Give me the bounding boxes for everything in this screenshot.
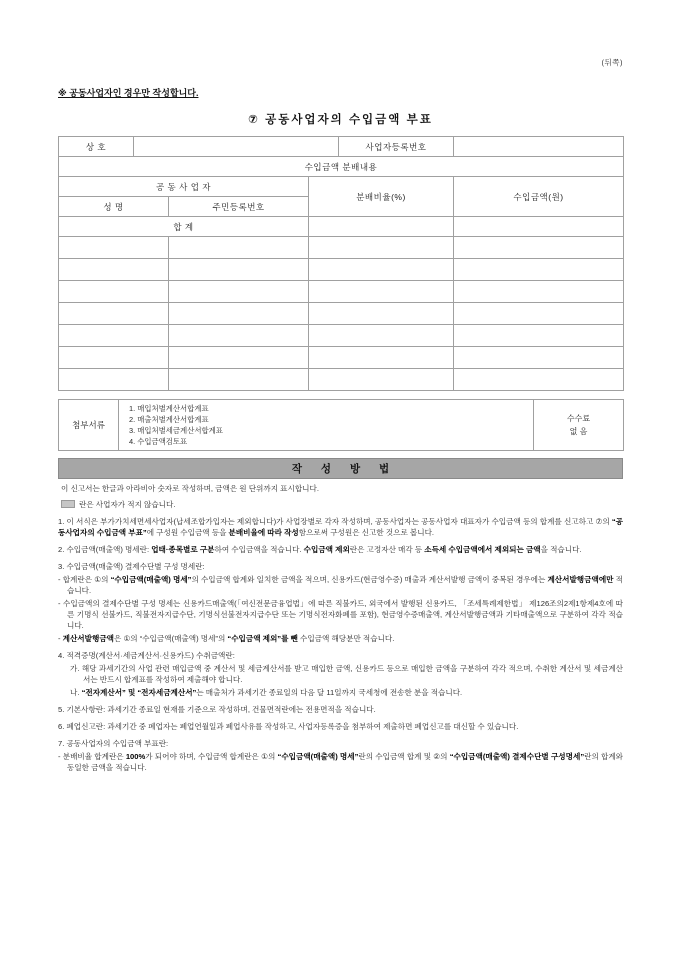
instruction-paragraph: 란은 사업자가 적지 않습니다.	[61, 499, 623, 510]
entry-rows	[59, 237, 624, 391]
company-name-value[interactable]	[134, 137, 339, 157]
entry-resident-cell[interactable]	[169, 237, 309, 259]
instructions-header-bar: 작 성 방 법	[58, 458, 623, 479]
instruction-paragraph: 2. 수입금액(매출액) 명세란: 업태·종목별로 구분하여 수입금액을 적습니다. 수입금액 제외란은 고정자산 매각 등 소득세 수입금액에서 제외되는 금액을 적습니다.	[58, 545, 582, 554]
name-header: 성 명	[59, 197, 169, 217]
entry-row	[59, 347, 624, 369]
entry-resident-cell[interactable]	[169, 303, 309, 325]
instruction-paragraph: 3. 수입금액(매출액) 결제수단별 구성 명세란:	[58, 562, 205, 571]
entry-ratio-cell[interactable]	[309, 237, 454, 259]
entry-row	[59, 259, 624, 281]
entry-row	[59, 325, 624, 347]
attachments-row	[59, 400, 624, 451]
joint-only-notice: ※ 공동사업자인 경우만 작성합니다.	[58, 88, 199, 98]
entry-resident-cell[interactable]	[169, 369, 309, 391]
attachment-item: 2. 매출처별계산서합계표	[129, 415, 209, 424]
instruction-paragraph: 1. 이 서식은 부가가치세면세사업자(납세조합가입자는 제외합니다)가 사업장별로 각자 작성하며, 공동사업자는 공동사업자 대표자가 수입금액 등의 합계를 신고하고 ⑦의 “공동사업자의 수입금액 부표”에 구성원 수입금액 등을 분배비율에 따라 작성함으로써 구성원은 신고한 것으로 봅니다.	[58, 517, 623, 537]
entry-name-cell[interactable]	[59, 237, 169, 259]
distribution-ratio-header: 분배비율(%)	[309, 177, 454, 217]
total-ratio-value[interactable]	[309, 217, 454, 237]
attachments-table	[58, 399, 624, 451]
instruction-paragraph: 이 신고서는 한글과 아라비아 숫자로 작성하며, 금액은 원 단위까지 표시합니다.	[61, 484, 319, 493]
income-amount-header: 수입금액(원)	[454, 177, 624, 217]
entry-row	[59, 281, 624, 303]
entry-ratio-cell[interactable]	[309, 259, 454, 281]
column-header-row-1	[59, 177, 624, 197]
entry-amount-cell[interactable]	[454, 369, 624, 391]
total-label: 합 계	[59, 217, 309, 237]
entry-row	[59, 237, 624, 259]
attachment-item: 1. 매입처별계산서합계표	[129, 404, 209, 413]
entry-ratio-cell[interactable]	[309, 369, 454, 391]
attachment-item: 3. 매입처별세금계산서합계표	[129, 426, 223, 435]
entry-name-cell[interactable]	[59, 303, 169, 325]
entry-name-cell[interactable]	[59, 259, 169, 281]
entry-amount-cell[interactable]	[454, 303, 624, 325]
attachments-list	[119, 400, 534, 451]
entry-name-cell[interactable]	[59, 325, 169, 347]
company-row	[59, 137, 624, 157]
resident-reg-number-header: 주민등록번호	[169, 197, 309, 217]
instructions-list	[58, 483, 623, 773]
joint-operators-header: 공 동 사 업 자	[59, 177, 309, 197]
instruction-paragraph: 6. 폐업신고란: 과세기간 중 폐업자는 폐업연월일과 폐업사유를 작성하고, 사업자등록증을 첨부하여 제출하면 폐업신고를 대신할 수 있습니다.	[58, 722, 519, 731]
instruction-paragraph: 7. 공동사업자의 수입금액 부표란:	[58, 739, 169, 748]
instruction-paragraph: - 수입금액의 결제수단별 구성 명세는 신용카드매출액(「여신전문금융업법」에 따른 직불카드, 외국에서 발행된 신용카드, 「조세특례제한법」 제126조의2제1항제4호에 따른 기명식 선불카드, 직불전자지급수단, 기명식선불전자지급수단 또는 기명식전자화폐를 포함), 현금영수증매출액, 계산서발행금액과 기타매출액으로 구분하여 각각 적습니다.	[58, 599, 623, 630]
business-reg-number-value[interactable]	[454, 137, 624, 157]
entry-ratio-cell[interactable]	[309, 281, 454, 303]
entry-resident-cell[interactable]	[169, 281, 309, 303]
shaded-field-icon	[61, 500, 75, 508]
back-side-note: (뒤쪽)	[601, 58, 623, 67]
entry-name-cell[interactable]	[59, 281, 169, 303]
instruction-paragraph: 4. 적격증명(계산서·세금계산서·신용카드) 수취금액란:	[58, 651, 235, 660]
entry-ratio-cell[interactable]	[309, 325, 454, 347]
fee-label: 수수료	[566, 414, 591, 423]
instruction-paragraph: 가. 해당 과세기간의 사업 관련 매입금액 중 계산서 및 세금계산서를 받고 매입한 금액, 신용카드 등으로 매입한 금액을 구분하여 각각 적으며, 수취한 계산서 및 세금계산서는 반드시 합계표를 작성하여 제출해야 합니다.	[70, 664, 623, 684]
instruction-paragraph: 5. 기본사항란: 과세기간 종료일 현재를 기준으로 작성하며, 건물면적란에는 전용면적을 적습니다.	[58, 705, 376, 714]
section-header-row	[59, 157, 624, 177]
page-title: ⑦ 공동사업자의 수입금액 부표	[248, 114, 433, 126]
entry-amount-cell[interactable]	[454, 237, 624, 259]
entry-ratio-cell[interactable]	[309, 303, 454, 325]
instruction-paragraph: - 합계란은 ①의 “수입금액(매출액) 명세”의 수입금액 합계와 일치한 금액을 적으며, 신용카드(현금영수증) 매출과 계산서발행 금액이 중복된 경우에는 계산서발행금액에만 적습니다.	[58, 575, 624, 595]
entry-name-cell[interactable]	[59, 347, 169, 369]
fee-cell	[534, 400, 624, 451]
income-distribution-header: 수입금액 분배내용	[59, 157, 624, 177]
entry-resident-cell[interactable]	[169, 259, 309, 281]
total-amount-value[interactable]	[454, 217, 624, 237]
entry-amount-cell[interactable]	[454, 347, 624, 369]
instruction-paragraph: - 분배비율 합계란은 100%가 되어야 하며, 수입금액 합계란은 ①의 “수입금액(매출액) 명세”란의 수입금액 합계 및 ②의 “수입금액(매출액) 결제수단별 구성명세”란의 합계와 동일한 금액을 적습니다.	[58, 752, 624, 772]
joint-business-income-table	[58, 136, 624, 391]
company-name-label: 상 호	[59, 137, 134, 157]
instruction-paragraph: 나. “전자계산서” 및 “전자세금계산서”는 매출처가 과세기간 종료일의 다음 달 11일까지 국세청에 전송한 분을 적습니다.	[70, 688, 463, 697]
entry-row	[59, 303, 624, 325]
entry-amount-cell[interactable]	[454, 259, 624, 281]
entry-row	[59, 369, 624, 391]
total-row	[59, 217, 624, 237]
entry-ratio-cell[interactable]	[309, 347, 454, 369]
attachments-label: 첨부서류	[59, 400, 119, 451]
business-reg-number-label: 사업자등록번호	[339, 137, 454, 157]
attachment-item: 4. 수입금액검토표	[129, 437, 188, 446]
entry-resident-cell[interactable]	[169, 325, 309, 347]
entry-amount-cell[interactable]	[454, 325, 624, 347]
entry-name-cell[interactable]	[59, 369, 169, 391]
entry-resident-cell[interactable]	[169, 347, 309, 369]
fee-value: 없 음	[569, 427, 588, 436]
instruction-paragraph: - 계산서발행금액은 ①의 “수입금액(매출액) 명세”의 “수입금액 제외”를 뺀 수입금액 해당분만 적습니다.	[58, 634, 395, 643]
entry-amount-cell[interactable]	[454, 281, 624, 303]
